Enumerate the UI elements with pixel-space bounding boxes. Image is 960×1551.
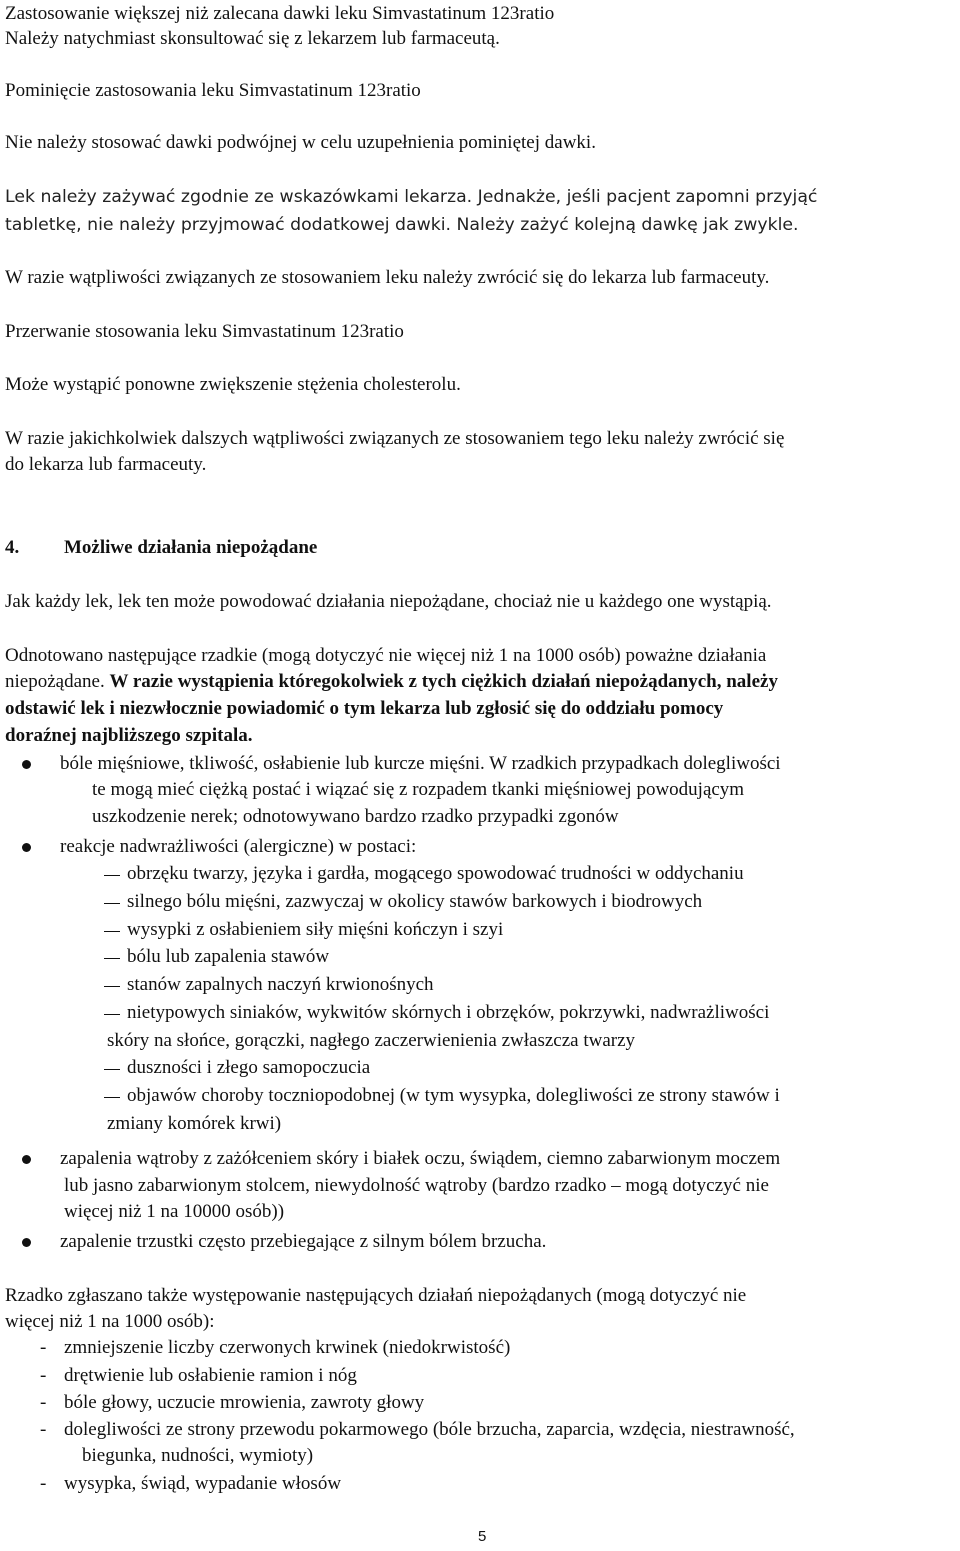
dash-icon (104, 1069, 120, 1070)
overdose-text: Należy natychmiast skonsultować się z lekarzem lub farmaceutą. (5, 28, 500, 49)
hyphen-mark: - (40, 1392, 47, 1413)
serious-line-2-plain: niepożądane. (5, 671, 110, 692)
missed-title: Pominięcie zastosowania leku Simvastatinum 123ratio (5, 80, 421, 101)
rare-line-2: więcej niż 1 na 1000 osób): (5, 1311, 215, 1332)
sub-item-4: bólu lub zapalenia stawów (127, 946, 330, 967)
serious-line-1: Odnotowano następujące rzadkie (mogą dotyczyć nie więcej niż 1 na 1000 osób) poważne działania (5, 645, 767, 666)
bullet-icon (22, 760, 31, 769)
bullet-4: zapalenie trzustki często przebiegające z silnym bólem brzucha. (60, 1231, 547, 1252)
serious-warning-bold: W razie wystąpienia któregokolwiek z tych ciężkich działań niepożądanych, należy (109, 671, 778, 692)
section-4-intro: Jak każdy lek, lek ten może powodować działania niepożądane, chociaż nie u każdego one wystąpią. (5, 591, 772, 612)
sub-item-1: obrzęku twarzy, języka i gardła, mogącego spowodować trudności w oddychaniu (127, 863, 744, 884)
rare-item-5: wysypka, świąd, wypadanie włosów (64, 1473, 342, 1494)
dash-icon (104, 1097, 120, 1098)
rare-item-2: drętwienie lub osłabienie ramion i nóg (64, 1365, 357, 1386)
bullet-icon (22, 843, 31, 852)
bullet-1-line-3: uszkodzenie nerek; odnotowywano bardzo rzadko przypadki zgonów (92, 806, 619, 827)
section-4-number: 4. (5, 537, 20, 558)
missed-sans-line-2: tabletkę, nie należy przyjmować dodatkowej dawki. Należy zażyć kolejną dawkę jak zwykle. (5, 215, 799, 235)
hyphen-mark: - (40, 1337, 47, 1358)
hyphen-mark: - (40, 1419, 47, 1440)
dash-icon (104, 986, 120, 987)
sub-item-8-cont: zmiany komórek krwi) (107, 1113, 282, 1134)
dash-icon (104, 875, 120, 876)
dash-icon (104, 958, 120, 959)
missed-sans-line-1: Lek należy zażywać zgodnie ze wskazówkami lekarza. Jednakże, jeśli pacjent zapomni przyjąć (5, 187, 818, 207)
serious-warning-line-4: doraźnej najbliższego szpitala. (5, 725, 253, 746)
rare-item-3: bóle głowy, uczucie mrowienia, zawroty głowy (64, 1392, 425, 1413)
sub-item-3: wysypki z osłabieniem siły mięśni kończyn i szyi (127, 919, 504, 940)
section-4-title: Możliwe działania niepożądane (64, 537, 318, 558)
sub-item-6: nietypowych siniaków, wykwitów skórnych i obrzęków, pokrzywki, nadwrażliwości (127, 1002, 770, 1023)
missed-doubts: W razie wątpliwości związanych ze stosowaniem leku należy zwrócić się do lekarza lub farmaceuty. (5, 267, 770, 288)
hyphen-mark: - (40, 1365, 47, 1386)
stopping-doubts-line-2: do lekarza lub farmaceuty. (5, 454, 207, 475)
sub-item-7: duszności i złego samopoczucia (127, 1057, 371, 1078)
hyphen-mark: - (40, 1473, 47, 1494)
serious-warning-line-3: odstawić lek i niezwłocznie powiadomić o tym lekarza lub zgłosić się do oddziału pomocy (5, 698, 724, 719)
stopping-doubts-line-1: W razie jakichkolwiek dalszych wątpliwości związanych ze stosowaniem tego leku należy zwrócić się (5, 428, 785, 449)
stopping-text: Może wystąpić ponowne zwiększenie stężenia cholesterolu. (5, 374, 461, 395)
sub-item-2: silnego bólu mięśni, zazwyczaj w okolicy stawów barkowych i biodrowych (127, 891, 703, 912)
bullet-2: reakcje nadwrażliwości (alergiczne) w postaci: (60, 836, 417, 857)
page-number: 5 (478, 1528, 487, 1545)
rare-line-1: Rzadko zgłaszano także występowanie następujących działań niepożądanych (mogą dotyczyć nie (5, 1285, 747, 1306)
stopping-title: Przerwanie stosowania leku Simvastatinum 123ratio (5, 321, 404, 342)
bullet-3-line-2: lub jasno zabarwionym stolcem, niewydolność wątroby (bardzo rzadko – mogą dotyczyć nie (64, 1175, 769, 1196)
rare-item-4-cont: biegunka, nudności, wymioty) (82, 1445, 314, 1466)
bullet-icon (22, 1155, 31, 1164)
bullet-3-line-1: zapalenia wątroby z zażółceniem skóry i białek oczu, świądem, ciemno zabarwionym moczem (60, 1148, 781, 1169)
bullet-icon (22, 1238, 31, 1247)
bullet-1-line-1: bóle mięśniowe, tkliwość, osłabienie lub kurcze mięśni. W rzadkich przypadkach dolegliwości (60, 753, 781, 774)
overdose-title: Zastosowanie większej niż zalecana dawki leku Simvastatinum 123ratio (5, 3, 555, 24)
sub-item-6-cont: skóry na słońce, gorączki, nagłego zaczerwienienia zwłaszcza twarzy (107, 1030, 636, 1051)
dash-icon (104, 903, 120, 904)
sub-item-8: objawów choroby toczniopodobnej (w tym wysypka, dolegliwości ze strony stawów i (127, 1085, 780, 1106)
missed-text: Nie należy stosować dawki podwójnej w celu uzupełnienia pominiętej dawki. (5, 132, 596, 153)
sub-item-5: stanów zapalnych naczyń krwionośnych (127, 974, 434, 995)
bullet-1-line-2: te mogą mieć ciężką postać i wiązać się z rozpadem tkanki mięśniowej powodującym (92, 779, 745, 800)
dash-icon (104, 931, 120, 932)
dash-icon (104, 1014, 120, 1015)
bullet-3-line-3: więcej niż 1 na 10000 osób)) (64, 1201, 285, 1222)
serious-line-2 (5, 668, 778, 696)
rare-item-4: dolegliwości ze strony przewodu pokarmowego (bóle brzucha, zaparcia, wzdęcia, niestrawność, (64, 1419, 795, 1440)
rare-item-1: zmniejszenie liczby czerwonych krwinek (niedokrwistość) (64, 1337, 511, 1358)
